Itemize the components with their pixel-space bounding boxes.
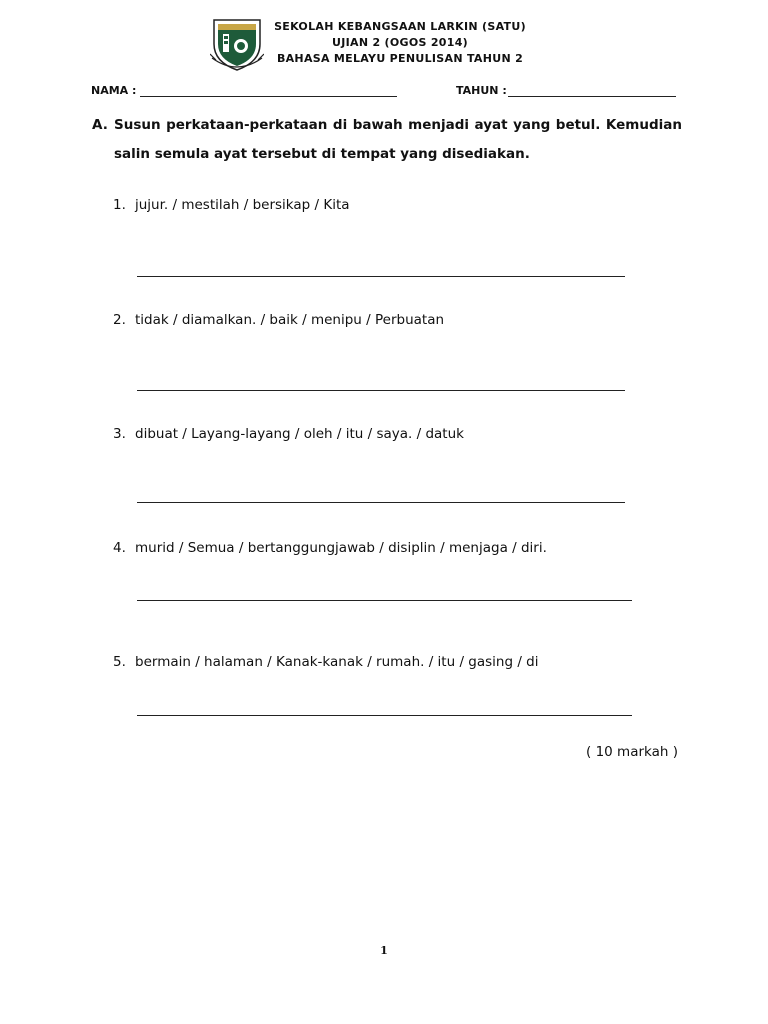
question-number: 2.	[113, 312, 126, 328]
section-letter: A.	[92, 117, 108, 133]
section-instruction	[92, 111, 682, 169]
question-number: 4.	[113, 540, 126, 556]
page-number: 1	[380, 944, 388, 957]
question-number: 5.	[113, 654, 126, 670]
exam-title: UJIAN 2 (OGOS 2014)	[331, 36, 468, 49]
question-item	[113, 654, 539, 670]
question-number: 1.	[113, 197, 126, 213]
question-item	[113, 426, 464, 442]
answer-line[interactable]	[137, 390, 625, 391]
answer-line[interactable]	[137, 715, 632, 716]
question-text: jujur. / mestilah / bersikap / Kita	[135, 197, 350, 213]
year-label: TAHUN :	[456, 84, 507, 97]
name-label: NAMA :	[91, 84, 137, 97]
total-marks: ( 10 markah )	[586, 744, 678, 760]
answer-line[interactable]	[137, 276, 625, 277]
answer-line[interactable]	[137, 502, 625, 503]
instruction-text: Susun perkataan-perkataan di bawah menjadi ayat yang betul. Kemudian salin semula ayat tersebut di tempat yang disediakan.	[114, 117, 682, 162]
school-name: SEKOLAH KEBANGSAAN LARKIN (SATU)	[274, 20, 526, 33]
question-text: murid / Semua / bertanggungjawab / disiplin / menjaga / diri.	[135, 540, 547, 556]
question-text: tidak / diamalkan. / baik / menipu / Perbuatan	[135, 312, 445, 328]
answer-line[interactable]	[137, 600, 632, 601]
question-item	[113, 540, 547, 556]
name-field[interactable]	[140, 96, 397, 97]
question-item	[113, 197, 350, 213]
subject-title: BAHASA MELAYU PENULISAN TAHUN 2	[276, 52, 524, 65]
school-crest-logo	[210, 14, 264, 72]
question-text: bermain / halaman / Kanak-kanak / rumah. / itu / gasing / di	[135, 654, 539, 670]
question-number: 3.	[113, 426, 126, 442]
year-field[interactable]	[508, 96, 676, 97]
question-text: dibuat / Layang-layang / oleh / itu / saya. / datuk	[135, 426, 464, 442]
question-item	[113, 312, 444, 328]
